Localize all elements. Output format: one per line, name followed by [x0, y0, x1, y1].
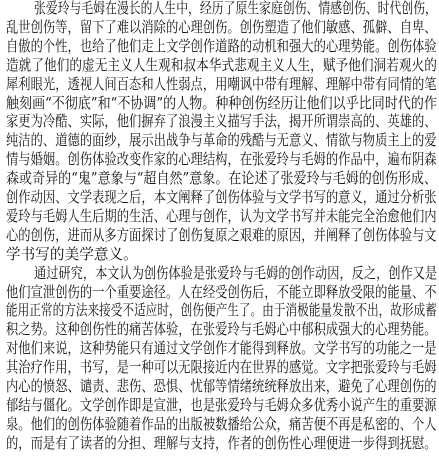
text-line: 家更为冷酷、实际，他们摒弃了浪漫主义描写手法，揭开所谓崇高的、英雄的、: [6, 113, 437, 131]
text-line: 他们宣泄创伤的一个重要途径。人在经受创伤后，不能立即释放受限的能量、不: [6, 283, 437, 301]
text-line: 其治疗作用，书写，是一种可以无限接近内在世界的感觉。文字把张爱玲与毛姆: [6, 359, 437, 377]
text-line: 森或奇异的“鬼”意象与“超自然”意象。在论述了张爱玲与毛姆的创伤形成、: [6, 170, 438, 188]
text-line: 触刻画“不彻底”和“不协调”的人物。种种创伤经历让他们以乎比同时代的作: [6, 94, 438, 112]
text-line: 通过研究，本文认为创伤体验是张爱玲与毛姆的创作动因，反之，创作又是: [34, 264, 438, 282]
text-line: 张爱玲与毛姆在漫长的人生中，经历了原生家庭创伤、情感创伤、时代创伤，: [34, 0, 437, 17]
text-line: 创作动因、文学表现之后，本文阐释了创伤体验与文学书写的意义，通过分析张: [6, 189, 437, 206]
text-line: 内心的愤怒、谴责、悲伤、恐惧、忧郁等情绪统统释放出来，避免了心理创伤的: [6, 378, 437, 395]
text-line: 对他们来说，这种势能只有通过文学创作才能得到释放。文学书写的功能之一是: [6, 340, 437, 358]
text-line: 情与婚姻。创伤体验改变作家的心理结构，在张爱玲与毛姆的作品中，遍布阴森: [6, 151, 437, 169]
text-line: 乱世创伤等，留下了难以消除的心理创伤。创伤塑造了他们敏感、孤僻、自卑、: [6, 18, 437, 36]
text-line: 的，而是有了读者的分担、理解与支持，作者的创伤性心理便进一步得到抚慰。: [6, 434, 437, 452]
text-line: 学书写的美学意义。: [6, 245, 138, 263]
text-line: 爱玲与毛姆人生后期的生活、心理与创作，认为文学书写并未能完全治愈他们内: [6, 207, 437, 225]
text-line: 心的创伤，进而从多方面探讨了创伤复原之艰难的原因，并阐释了创伤体验与文: [6, 226, 437, 244]
text-line: 泉。他们的创伤体验随着作品的出版被数播给公众，痛苦便不再是私密的、个人: [6, 415, 437, 433]
text-line: 纯洁的、道德的面纱，展示出战争与革命的残酷与无意义、情欲与物质主上的爱: [6, 132, 437, 150]
text-line: 能用正常的方法来接受不适应时，创伤便产生了。由于消极能量发散不出，故形成蓄: [6, 302, 437, 320]
text-line: 郁结与僵化。文学创作即是宣泄，也是张爱玲与毛姆众多优秀小说产生的重要源: [6, 396, 437, 414]
text-line: 犀利眼光，透视人间百态和人性弱点，用嘲讽中带有理解、理解中带有同情的笔: [6, 75, 437, 93]
text-line: 造就了他们的虚无主义人生观和叔本华式悲观主义人生，赋予他们洞若观火的: [6, 56, 437, 74]
text-line: 自傲的个性，也给了他们走上文学创作道路的动机和强大的心理势能。创伤体验: [6, 37, 437, 55]
text-line: 积之势。这种创伤性的痛苦体验，在张爱玲与毛姆心中郁积成强大的心理势能。: [6, 321, 437, 339]
